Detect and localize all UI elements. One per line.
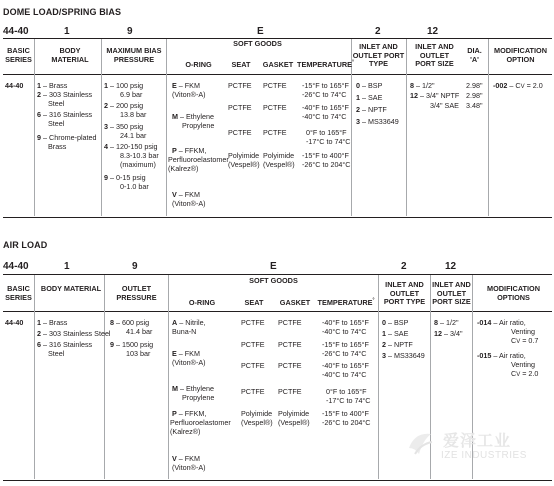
dome-port-type-item: 1 – SAE bbox=[356, 93, 383, 102]
air-gasket-value: Polyimide (Vespel®) bbox=[278, 409, 310, 427]
air-mod-option: -014 – Air ratio, Venting CV = 0.7 bbox=[477, 318, 539, 345]
dome-gasket-value: PCTFE bbox=[263, 103, 287, 112]
dome-mod-option: -002 – CV = 2.0 bbox=[493, 81, 543, 90]
air-temp-value: -40°F to 165°F -40°C to 74°C bbox=[322, 318, 369, 336]
dome-basic-series-value: 44-40 bbox=[5, 81, 24, 90]
air-header-gasket: GASKET bbox=[279, 298, 311, 307]
dome-header-gasket: GASKET bbox=[262, 60, 294, 69]
air-header-modification: MODIFICATION OPTIONS bbox=[487, 284, 540, 302]
dome-port-size-item: 12 – 3/4" NPTF bbox=[410, 91, 460, 100]
dome-port-type-item: 3 – MS33649 bbox=[356, 117, 399, 126]
air-header-port-type: INLET AND OUTLET PORT TYPE bbox=[383, 280, 426, 307]
air-port-type-item: 0 – BSP bbox=[382, 318, 409, 327]
dome-header-modification: MODIFICATION OPTION bbox=[494, 46, 547, 64]
dome-header-max-bias: MAXIMUM BIAS PRESSURE bbox=[106, 46, 162, 64]
air-oring-item: A – Nitrile, Buna-N bbox=[172, 318, 206, 336]
dome-port-type-item: 0 – BSP bbox=[356, 81, 383, 90]
dome-bias-item: 2 – 200 psig 13.8 bar bbox=[104, 101, 147, 119]
air-seat-value: Polyimide (Vespel®) bbox=[241, 409, 273, 427]
air-code-inlet-size: 12 bbox=[445, 261, 457, 272]
air-seat-value: PCTFE bbox=[241, 387, 265, 396]
air-port-type-item: 3 – MS33649 bbox=[382, 351, 425, 360]
dome-seat-value: PCTFE bbox=[228, 81, 252, 90]
dome-oring-item: V – FKM (Viton®-A) bbox=[172, 190, 206, 208]
air-seat-value: PCTFE bbox=[241, 318, 265, 327]
dome-port-type-item: 2 – NPTF bbox=[356, 105, 387, 114]
dome-code-body: 1 bbox=[64, 26, 70, 37]
air-header-seat: SEAT bbox=[244, 298, 264, 307]
dome-temp-value: 0°F to 165°F -17°C to 74°C bbox=[306, 128, 351, 146]
dome-code-series: 44-40 bbox=[3, 26, 29, 37]
dome-oring-item: E – FKM (Viton®-A) bbox=[172, 81, 206, 99]
dome-body-item: 1 – Brass bbox=[37, 81, 68, 90]
air-body-item: 1 – Brass bbox=[37, 318, 68, 327]
dome-temp-value: -15°F to 400°F -26°C to 204°C bbox=[302, 151, 351, 169]
air-temp-value: -15°F to 400°F -26°C to 204°C bbox=[322, 409, 371, 427]
air-mod-option: -015 – Air ratio, Venting CV = 2.0 bbox=[477, 351, 539, 378]
dome-bias-item: 9 – 0-15 psig 0-1.0 bar bbox=[104, 173, 149, 191]
air-header-soft-goods: SOFT GOODS bbox=[249, 276, 298, 285]
watermark-cn: 爱泽工业 bbox=[443, 433, 512, 450]
dome-temp-value: -15°F to 165°F -26°C to 74°C bbox=[302, 81, 349, 99]
air-oring-item: E – FKM (Viton®-A) bbox=[172, 349, 206, 367]
dome-port-size-item: 3/4" SAE bbox=[430, 101, 459, 110]
dome-header-dia: DIA. 'A' bbox=[467, 46, 482, 64]
air-outlet-item: 8 – 600 psig 41.4 bar bbox=[110, 318, 153, 336]
dome-section-title: DOME LOAD/SPRING BIAS bbox=[3, 7, 122, 17]
dome-seat-value: PCTFE bbox=[228, 103, 252, 112]
air-body-item: 2 – 303 Stainless Steel bbox=[37, 329, 111, 338]
dome-gasket-value: PCTFE bbox=[263, 128, 287, 137]
air-header-basic-series: BASIC SERIES bbox=[5, 284, 32, 302]
air-header-temperature: TEMPERATURE° bbox=[317, 297, 375, 307]
air-temp-value: 0°F to 165°F -17°C to 74°C bbox=[326, 387, 371, 405]
dome-header-soft-goods: SOFT GOODS bbox=[233, 39, 282, 48]
dome-code-inlet-size: 12 bbox=[427, 26, 439, 37]
dome-code-soft: E bbox=[257, 26, 264, 37]
air-seat-value: PCTFE bbox=[241, 361, 265, 370]
dome-header-body-material: BODY MATERIAL bbox=[51, 46, 89, 64]
dome-seat-value: PCTFE bbox=[228, 128, 252, 137]
air-header-body-material: BODY MATERIAL bbox=[40, 284, 102, 293]
dome-body-item: 2 – 303 Stainless Steel bbox=[37, 90, 93, 108]
air-basic-series-value: 44-40 bbox=[5, 318, 24, 327]
dome-header-oring: O-RING bbox=[185, 60, 212, 69]
dome-header-seat: SEAT bbox=[231, 60, 251, 69]
dome-oring-item: M – Ethylene Propylene bbox=[172, 112, 215, 130]
air-port-type-item: 1 – SAE bbox=[382, 329, 409, 338]
dome-dia-value: 2.98" bbox=[466, 91, 483, 100]
dome-gasket-value: PCTFE bbox=[263, 81, 287, 90]
air-header-outlet-pressure: OUTLET PRESSURE bbox=[116, 284, 157, 302]
air-oring-item: P – FFKM, Perfluoroelastomer (Kalrez®) bbox=[170, 409, 231, 436]
air-temp-value: -40°F to 165°F -40°C to 74°C bbox=[322, 361, 369, 379]
air-oring-item: M – Ethylene Propylene bbox=[172, 384, 215, 402]
dome-temp-value: -40°F to 165°F -40°C to 74°C bbox=[302, 103, 349, 121]
air-code-inlet-type: 2 bbox=[401, 261, 407, 272]
watermark-en: IZE INDUSTRIES bbox=[441, 450, 527, 461]
dome-header-port-size: INLET AND OUTLET PORT SIZE bbox=[415, 42, 454, 69]
air-gasket-value: PCTFE bbox=[278, 318, 302, 327]
air-code-series: 44-40 bbox=[3, 261, 29, 272]
dome-code-inlet-type: 2 bbox=[375, 26, 381, 37]
air-code-soft: E bbox=[270, 261, 277, 272]
dome-header-basic-series: BASIC SERIES bbox=[5, 46, 32, 64]
dome-bias-item: 4 – 120-150 psig 8.3-10.3 bar (maximum) bbox=[104, 142, 159, 169]
air-port-type-item: 2 – NPTF bbox=[382, 340, 413, 349]
air-port-size-item: 8 – 1/2" bbox=[434, 318, 459, 327]
watermark-logo-icon bbox=[405, 428, 435, 460]
dome-dia-value: 3.48" bbox=[466, 101, 483, 110]
air-header-port-size: INLET AND OUTLET PORT SIZE bbox=[432, 280, 471, 307]
air-header-oring: O-RING bbox=[188, 298, 216, 307]
dome-body-item: 6 – 316 Stainless Steel bbox=[37, 110, 93, 128]
dome-header-temperature: TEMPERATURE° bbox=[297, 59, 354, 69]
air-gasket-value: PCTFE bbox=[278, 340, 302, 349]
air-gasket-value: PCTFE bbox=[278, 361, 302, 370]
air-section-title: AIR LOAD bbox=[3, 240, 48, 250]
air-temp-value: -15°F to 165°F -26°C to 74°C bbox=[322, 340, 369, 358]
dome-code-bias: 9 bbox=[127, 26, 133, 37]
air-body-item: 6 – 316 Stainless Steel bbox=[37, 340, 93, 358]
dome-bias-item: 3 – 350 psig 24.1 bar bbox=[104, 122, 147, 140]
dome-dia-value: 2.98" bbox=[466, 81, 483, 90]
dome-oring-item: P – FFKM, Perfluoroelastomer (Kalrez®) bbox=[168, 146, 229, 173]
air-outlet-item: 9 – 1500 psig 103 bar bbox=[110, 340, 154, 358]
air-seat-value: PCTFE bbox=[241, 340, 265, 349]
dome-body-item: 9 – Chrome-plated Brass bbox=[37, 133, 97, 151]
air-code-outlet: 9 bbox=[132, 261, 138, 272]
air-oring-item: V – FKM (Viton®-A) bbox=[172, 454, 206, 472]
dome-header-port-type: INLET AND OUTLET PORT TYPE bbox=[352, 42, 405, 69]
dome-gasket-value: Polyimide (Vespel®) bbox=[263, 151, 295, 169]
dome-bias-item: 1 – 100 psig 6.9 bar bbox=[104, 81, 144, 99]
air-gasket-value: PCTFE bbox=[278, 387, 302, 396]
air-port-size-item: 12 – 3/4" bbox=[434, 329, 463, 338]
dome-port-size-item: 8 – 1/2" bbox=[410, 81, 435, 90]
air-code-body: 1 bbox=[64, 261, 70, 272]
dome-seat-value: Polyimide (Vespel®) bbox=[228, 151, 260, 169]
